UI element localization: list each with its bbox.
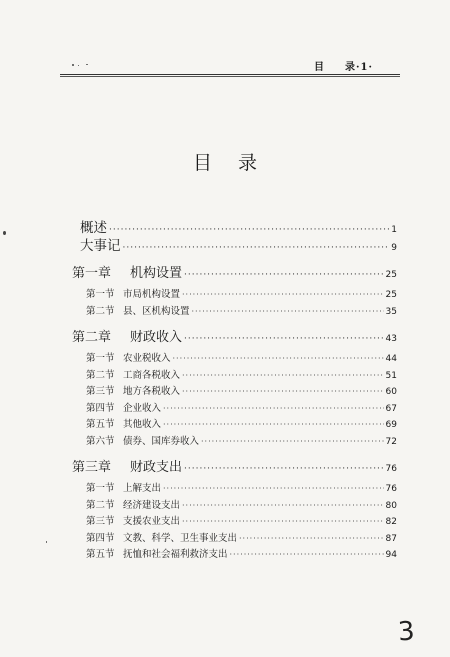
toc-section xyxy=(86,546,397,560)
section-title: 上解支出 xyxy=(123,483,162,494)
section-number: 第一节 xyxy=(86,353,115,364)
toc-section xyxy=(86,400,397,414)
section-title: 县、区机构设置 xyxy=(123,305,190,317)
toc-section xyxy=(86,416,397,430)
dot-leader xyxy=(182,517,384,526)
section-title: 债券、国库券收入 xyxy=(123,436,200,447)
toc-entry-title: 大事记 xyxy=(80,238,121,254)
dot-leader xyxy=(182,501,384,510)
section-page: 87 xyxy=(385,533,397,544)
toc-section xyxy=(86,480,397,494)
toc-section xyxy=(86,383,397,397)
toc-section xyxy=(86,497,397,511)
toc-entry-page: 1 xyxy=(391,225,397,235)
toc-entry xyxy=(80,234,397,254)
toc-entry-title: 概述 xyxy=(80,220,107,236)
toc-section xyxy=(86,350,397,364)
section-title: 企业收入 xyxy=(123,402,162,414)
section-number: 第二节 xyxy=(86,499,115,511)
section-title: 抚恤和社会福利救济支出 xyxy=(123,549,228,561)
toc-chapter xyxy=(72,262,397,281)
section-title: 工商各税收入 xyxy=(123,369,181,381)
section-number: 第二节 xyxy=(86,369,115,381)
dot-leader xyxy=(182,371,384,380)
section-title: 市局机构设置 xyxy=(123,289,181,300)
section-title: 经济建设支出 xyxy=(123,499,181,511)
section-number: 第三节 xyxy=(86,386,115,398)
section-page: 94 xyxy=(385,550,397,561)
section-title: 支援农业支出 xyxy=(123,516,181,528)
toc-entry xyxy=(80,216,397,236)
chapter-title: 机构设置 xyxy=(130,266,183,281)
chapter-page: 76 xyxy=(385,464,397,474)
section-page: 51 xyxy=(385,370,397,381)
dot-leader xyxy=(184,334,384,344)
section-number: 第五节 xyxy=(86,549,115,561)
section-page: 35 xyxy=(385,306,397,317)
chapter-title: 财政收入 xyxy=(130,330,183,345)
toc-entry-page: 9 xyxy=(391,243,397,253)
dot-leader xyxy=(192,307,384,316)
toc-section xyxy=(86,530,397,544)
section-page: 72 xyxy=(385,437,397,447)
section-title: 其他收入 xyxy=(123,419,162,431)
section-number: 第四节 xyxy=(86,402,115,414)
section-page: 60 xyxy=(385,387,397,398)
dot-leader xyxy=(201,437,384,446)
toc-section xyxy=(86,303,397,317)
dot-leader xyxy=(239,534,384,543)
section-number: 第六节 xyxy=(86,436,115,447)
section-number: 第一节 xyxy=(86,289,115,300)
section-page: 82 xyxy=(385,517,397,528)
dot-leader xyxy=(123,243,390,253)
dot-leader xyxy=(184,464,384,474)
page-title: 目录 xyxy=(192,152,283,174)
toc-section xyxy=(86,513,397,527)
toc-section xyxy=(86,367,397,381)
dot-leader xyxy=(163,484,384,493)
header-page-label: 录·1· xyxy=(345,62,373,73)
section-number: 第一节 xyxy=(86,483,115,494)
dot-leader xyxy=(182,387,384,396)
header-section-title: 目 xyxy=(314,62,325,73)
section-page: 67 xyxy=(385,403,397,414)
section-page: 44 xyxy=(385,354,397,364)
toc-chapter xyxy=(72,456,397,475)
dot-leader xyxy=(182,290,384,299)
section-title: 地方各税收入 xyxy=(123,386,181,398)
chapter-number: 第二章 xyxy=(72,330,112,345)
section-page: 76 xyxy=(385,484,397,494)
chapter-title: 财政支出 xyxy=(130,460,183,475)
chapter-number: 第三章 xyxy=(72,460,112,475)
section-page: 80 xyxy=(385,500,397,511)
chapter-page: 43 xyxy=(385,334,397,344)
section-number: 第二节 xyxy=(86,305,115,317)
section-title: 农业税收入 xyxy=(123,353,171,364)
section-page: 69 xyxy=(385,420,397,431)
section-number: 第五节 xyxy=(86,419,115,431)
toc-chapter xyxy=(72,326,397,345)
dot-leader xyxy=(163,404,384,413)
dot-leader xyxy=(173,354,384,363)
dot-leader xyxy=(230,550,384,559)
chapter-number: 第一章 xyxy=(72,266,112,281)
toc-section xyxy=(86,286,397,300)
handwritten-page-number: 3 xyxy=(396,616,416,648)
section-number: 第四节 xyxy=(86,532,115,544)
section-page: 25 xyxy=(385,290,397,300)
dot-leader xyxy=(163,420,384,429)
dot-leader xyxy=(184,270,384,280)
section-number: 第三节 xyxy=(86,516,115,528)
toc-section xyxy=(86,433,397,447)
chapter-page: 25 xyxy=(385,270,397,280)
section-title: 文教、科学、卫生事业支出 xyxy=(123,532,238,544)
